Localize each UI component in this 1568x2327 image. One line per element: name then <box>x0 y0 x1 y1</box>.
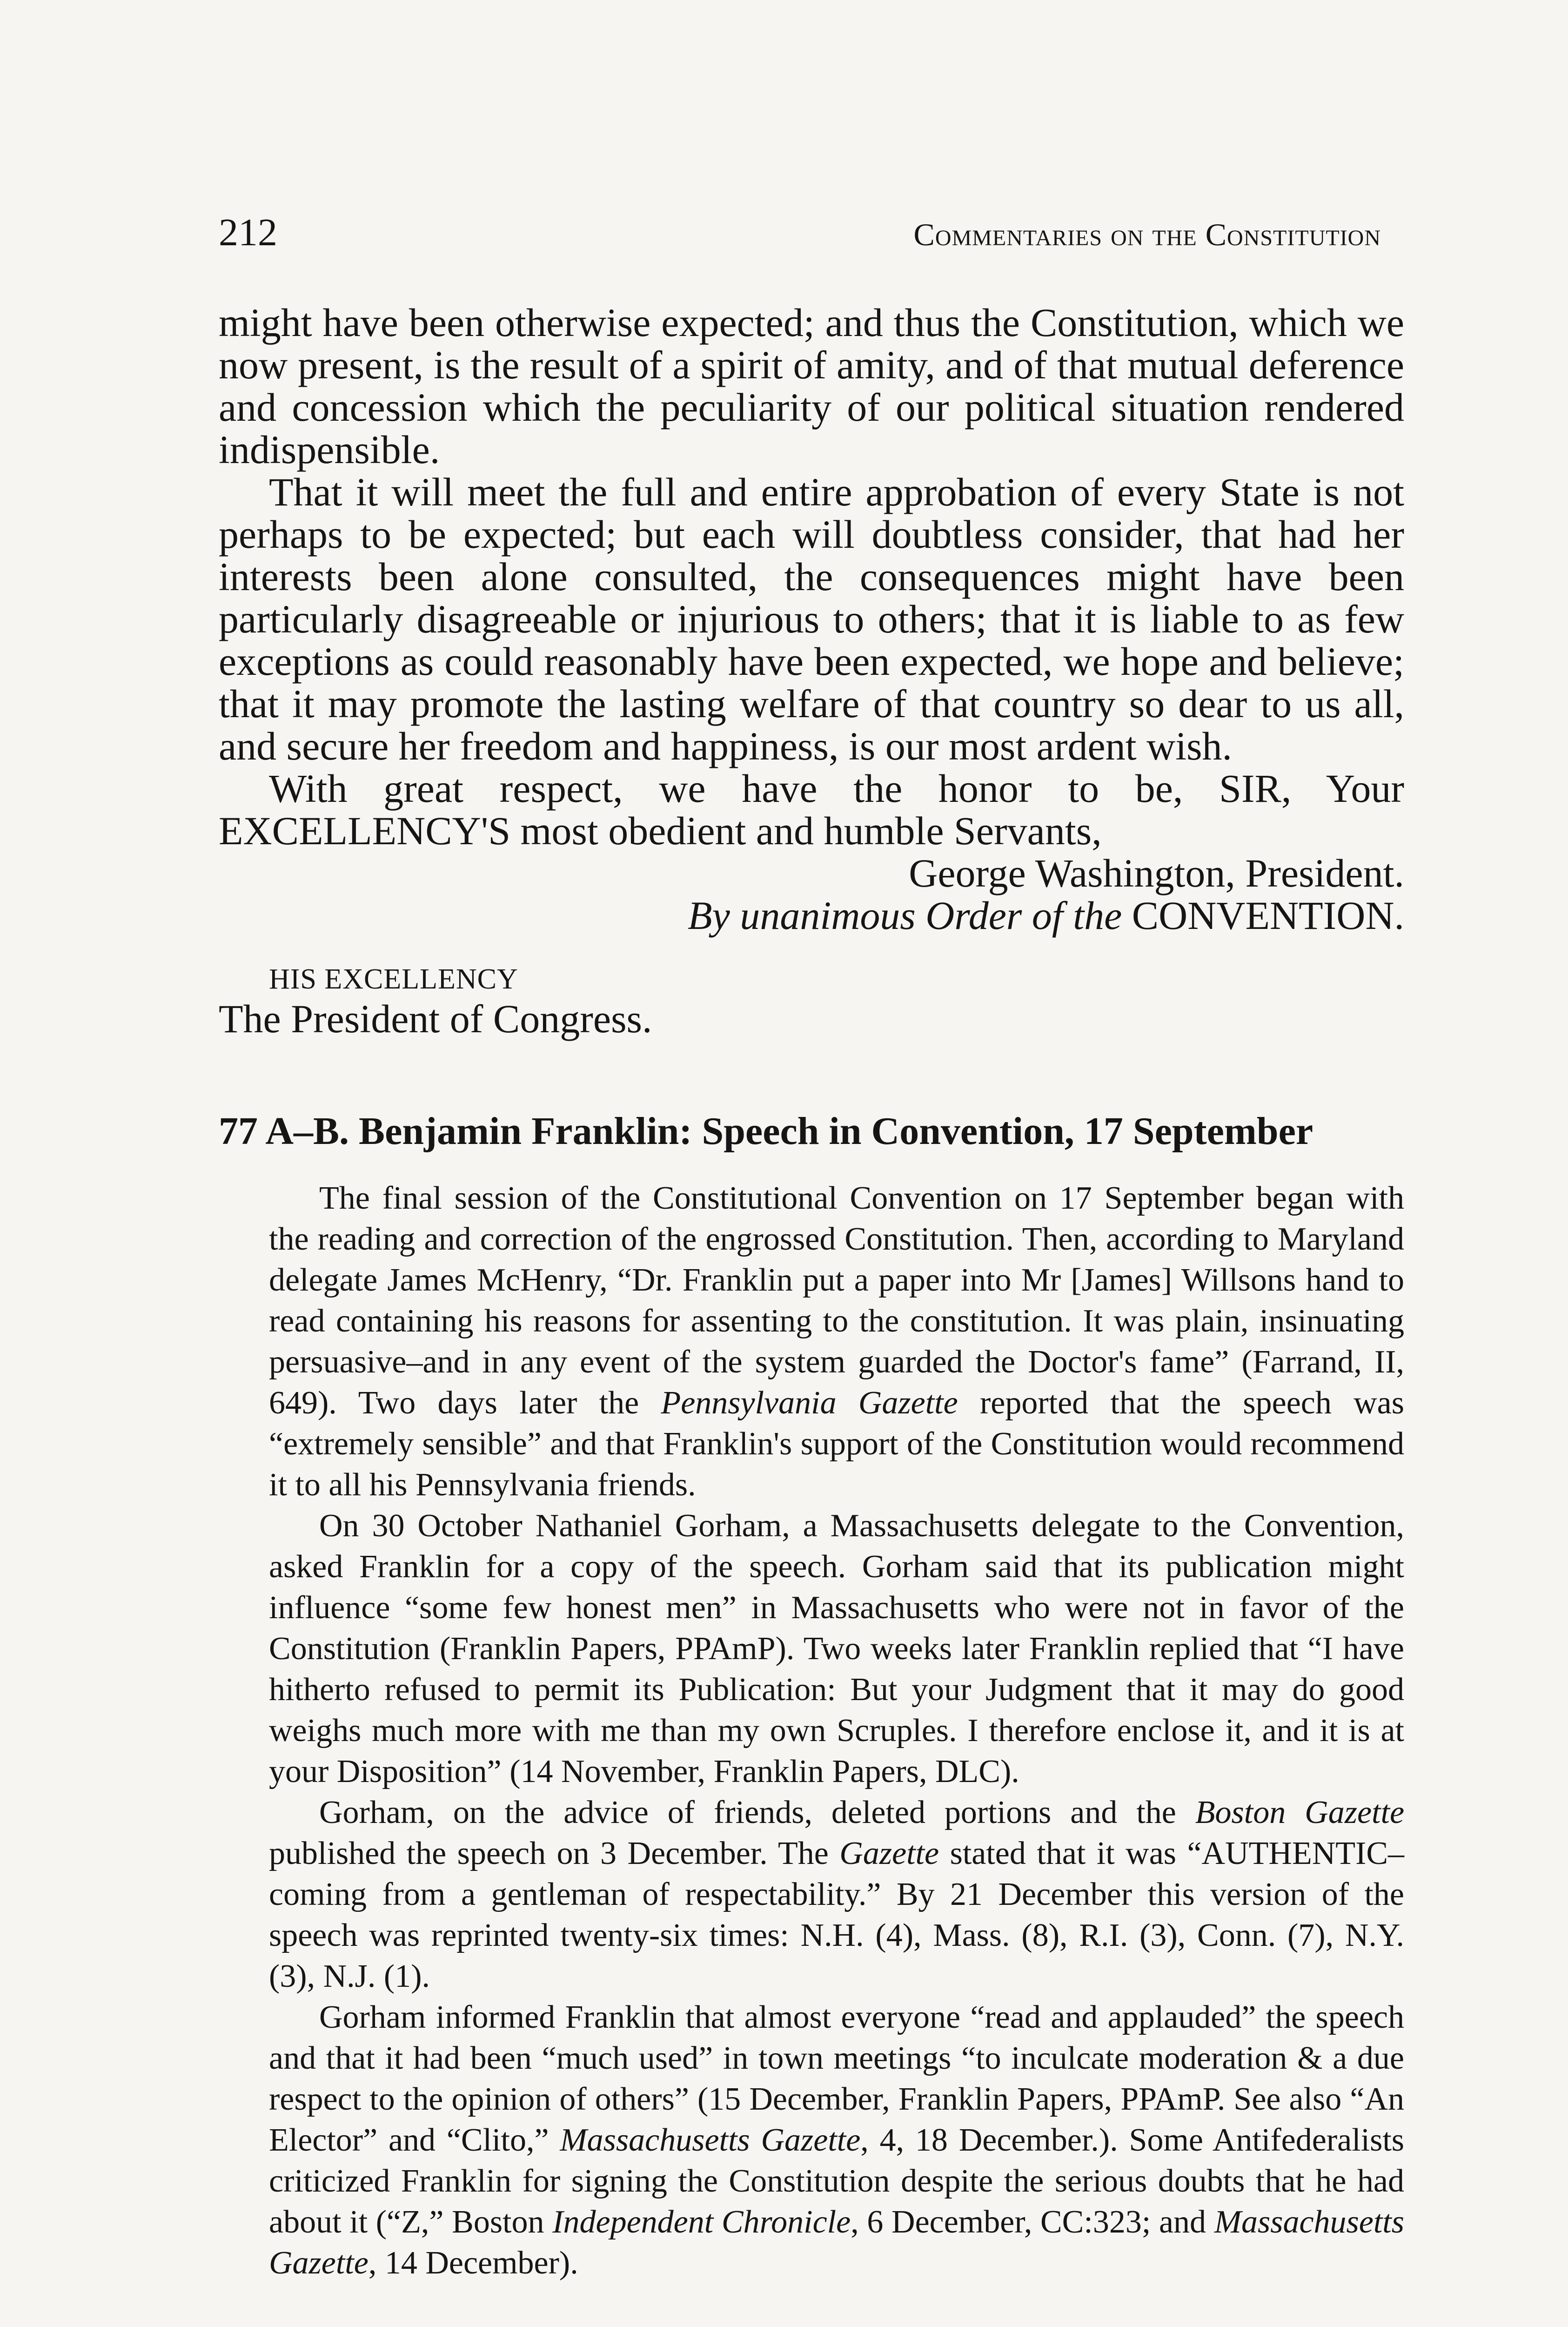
p3-italic-2: Gazette <box>839 1836 939 1871</box>
p4-italic-1: Massachusetts Gazette <box>560 2122 861 2158</box>
p3-text-4: –coming from a gentleman of respectability.” By 21 December this version of the speech was reprinted twenty-six times: N.H. (4), Mass. (8), R.I. (3), Conn. (7), N.Y. (3), N.J. (1). <box>269 1836 1405 1994</box>
p3-text-3: stated that it was “ <box>950 1836 1202 1871</box>
letter-closing-paragraph <box>219 767 1404 852</box>
letter-paragraph-1: might have been otherwise expected; and thus the Constitution, which we now present, is the result of a spirit of amity, and of that mutual deference and concession which the peculiarity of our political situation rendered indispensible. <box>219 300 1404 472</box>
closing-text: With great respect, we have the honor to be, <box>269 766 1183 811</box>
page-body <box>219 302 1404 2284</box>
headnote-paragraph-3 <box>269 1792 1404 1997</box>
p3-text: Gorham, on the advice of friends, deleted portions and the <box>319 1795 1176 1830</box>
p4-text-3: , 6 December, CC:323; and <box>851 2204 1206 2240</box>
page-number: 212 <box>219 211 277 254</box>
p3-text-2: published the speech on 3 December. The <box>269 1836 829 1871</box>
p4-italic-3: Massachusetts Gazette <box>269 2204 1404 2281</box>
order-line <box>219 894 1404 937</box>
headnote-paragraph-4 <box>269 1997 1404 2284</box>
closing-your: Your <box>1326 766 1404 811</box>
address-label: HIS EXCELLENCY <box>269 963 518 995</box>
signature-line: George Washington, President. <box>909 851 1404 895</box>
p3-italic-1: Boston Gazette <box>1195 1795 1405 1830</box>
closing-sir: SIR, <box>1219 766 1292 811</box>
p1-italic: Pennsylvania Gazette <box>661 1385 958 1421</box>
p1-text-end: reported that the speech was “extremely sensible” and that Franklin's support of the Constitution would recommend it to all his Pennsylvania friends. <box>269 1385 1404 1503</box>
address-name: The President of Congress. <box>219 996 652 1041</box>
p4-text: Gorham informed Franklin that almost everyone “read and applauded” the speech and that it had been “much used” in town meetings “to inculcate moderation & a due respect to the opinion of others” (15 December, Franklin Papers, PPAmP. See also “An Elector” and “Clito,” <box>269 1999 1404 2158</box>
headnote-paragraph-2: On 30 October Nathaniel Gorham, a Massachusetts delegate to the Convention, asked Franklin for a copy of the speech. Gorham said that its publication might influence “some few honest men” in Massachusetts who were not in favor of the Constitution (Franklin Papers, PPAmP). Two weeks later Franklin replied that “I have hitherto refused to permit its Publication: But your Judgment that it may do good weighs much more with me than my own Scruples. I therefore enclose it, and it is at your Disposition” (14 November, Franklin Papers, DLC). <box>269 1508 1404 1789</box>
p4-italic-2: Independent Chronicle <box>552 2204 851 2240</box>
headnote <box>269 1178 1404 2284</box>
p4-text-4: , 14 December). <box>368 2245 578 2281</box>
closing-excellency: EXCELLENCY'S <box>219 808 511 853</box>
order-convention: CONVENTION <box>1132 893 1394 938</box>
p4-text-2: , 4, 18 December.). Some Antifederalists criticized Franklin for signing the Constitution despite the serious doubts that he had about it (“Z,” Boston <box>269 2122 1405 2240</box>
order-period: . <box>1394 893 1404 938</box>
section-heading: 77 A–B. Benjamin Franklin: Speech in Convention, 17 September <box>219 1110 1313 1153</box>
headnote-paragraph-1 <box>269 1178 1404 1506</box>
letter-paragraph-2: That it will meet the full and entire approbation of every State is not perhaps to be expected; but each will doubtless consider, that had her interests been alone consulted, the consequences might have been particularly disagreeable or injurious to others; that it is liable to as few exceptions as could reasonably have been expected, we hope and believe; that it may promote the lasting welfare of that country so dear to us all, and secure her freedom and happiness, is our most ardent wish. <box>219 470 1404 768</box>
p1-text: The final session of the Constitutional Convention on 17 September began with the reading and correction of the engrossed Constitution. Then, according to Maryland delegate James McHenry, “Dr. Franklin put a paper into Mr [James] Willsons hand to read containing his reasons for assenting to the constitution. It was plain, insinuating persuasive–and in any event of the system guarded the Doctor's fame” (Farrand, II, 649). Two days later the <box>269 1180 1404 1421</box>
running-head: Commentaries on the Constitution <box>913 217 1381 252</box>
p3-authentic: AUTHENTIC <box>1201 1836 1388 1871</box>
order-italic: By unanimous Order of the <box>688 893 1122 938</box>
closing-servants: most obedient and humble Servants, <box>520 808 1102 853</box>
